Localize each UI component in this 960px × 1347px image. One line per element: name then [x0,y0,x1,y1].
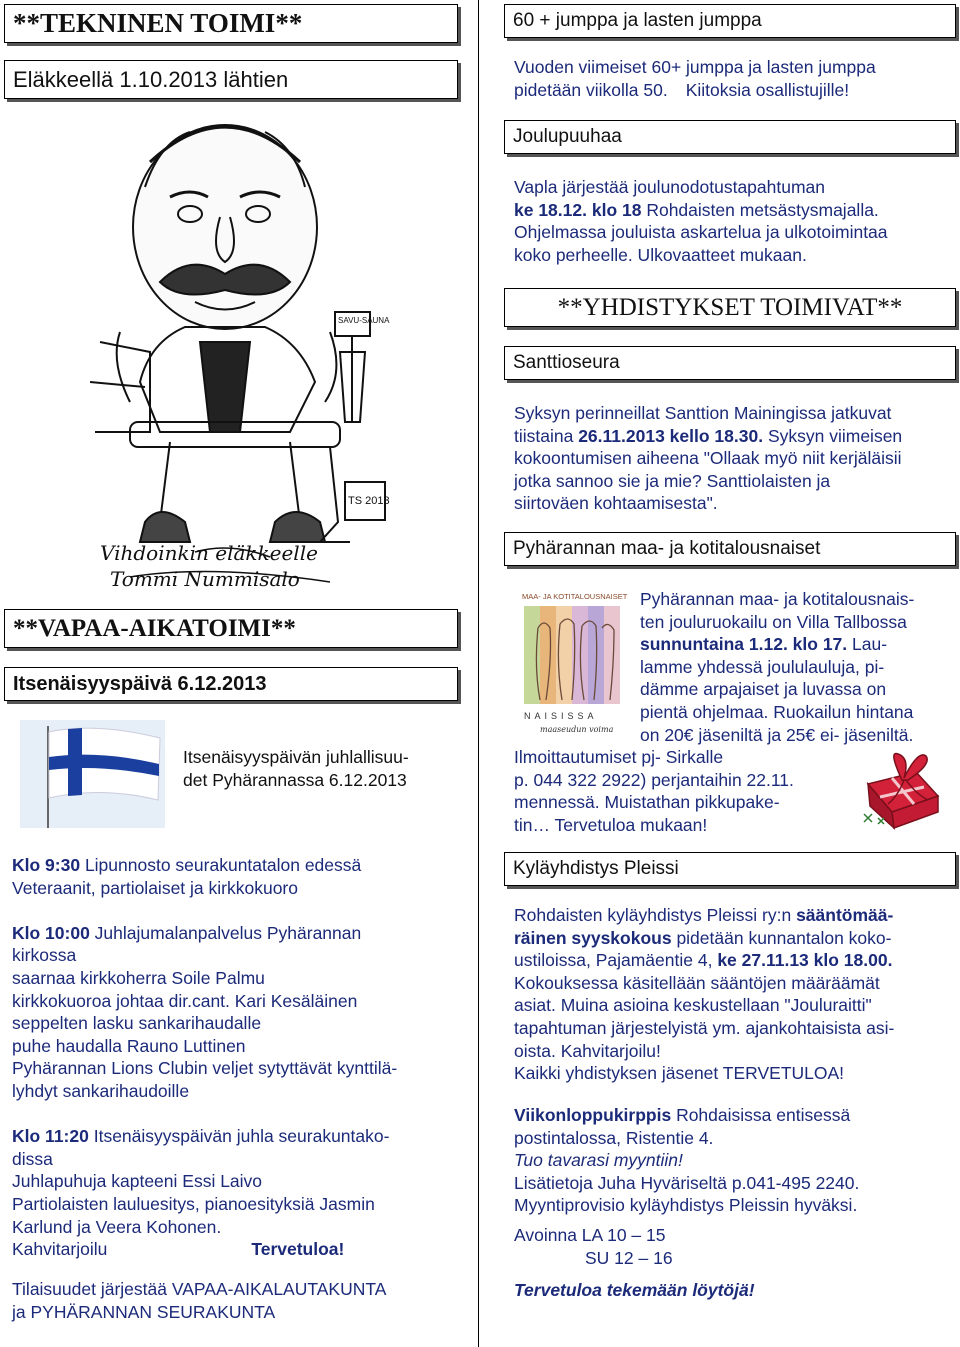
mk-line: on 20€ jäseniltä ja 25€ ei- jäseniltä. [640,724,914,745]
pleissi-header-box [504,852,956,886]
kirppis-text [514,1104,859,1217]
program-text: Karlund ja Veera Kohonen. [12,1216,222,1237]
santtio-line: Syksyn perinneillat Santtion Mainingissa jatkuvat [514,403,892,423]
jumppa-line-1: Vuoden viimeiset 60+ jumppa ja lasten jumppa [514,57,876,77]
yhdistykset-header-box [504,288,956,327]
mk-line: p. 044 322 2922) perjantaihin 22.11. [514,769,794,790]
mk-line: ten jouluruokailu on Villa Tallbossa [640,611,907,632]
mk-logo-image [516,588,628,738]
jumppa-text [514,56,876,101]
program-text: Pyhärannan Lions Clubin veljet sytyttävät kynttilä- [12,1058,398,1079]
mk-line: tin… Tervetuloa mukaan! [514,814,708,835]
signature-line-1: Vihdoinkin eläkkeelle [100,541,318,565]
finnish-flag-image [20,720,165,828]
pleissi-line: pidetään kunnantalon koko- [671,927,892,948]
program-text: Veteraanit, partiolaiset ja kirkkokuoro [12,877,298,898]
program-text: Lipunnosto seurakuntatalon edessä [80,855,362,875]
kirppis-hours-line: SU 12 – 16 [585,1247,673,1268]
pleissi-line: oista. Kahvitarjoilu! [514,1040,661,1061]
program-text: Juhlapuhuja kapteeni Essi Laivo [12,1171,263,1192]
kirppis-hours [514,1224,673,1269]
vapaa-header-box [4,609,458,648]
joulu-line: Vapla järjestää joulunodotustapahtuman [514,177,826,197]
pleissi-emphasis: räinen syyskokous [514,927,672,948]
joulu-date: ke 18.12. klo 18 [514,199,642,220]
mk-line: dämme arpajaiset ja luvassa on [640,679,887,700]
kirppis-line: Myyntiprovisio kyläyhdistys Pleissin hyväksi. [514,1195,858,1216]
itsenaisyys-header-box [4,667,458,701]
joulu-line: Rohdaisten metsästysmajalla. [641,199,879,220]
mk-line: mennessä. Muistathan pikkupake- [514,792,780,813]
program-text: seppelten lasku sankarihaudalle [12,1013,262,1034]
vapaa-header: **VAPAA-AIKATOIMI** [13,615,296,642]
joulu-header: Joulupuuhaa [513,126,622,147]
santtio-date: 26.11.2013 kello 18.30. [578,425,764,446]
mk-line: Ilmoittautumiset pj- Sirkalle [514,747,724,767]
santtio-header-box [504,346,956,380]
pleissi-text [514,904,894,1085]
program-welcome: Tervetuloa! [251,1239,345,1260]
pleissi-date: ke 27.11.13 klo 18.00. [717,950,893,971]
kirppis-line: Lisätietoja Juha Hyväriseltä p.041-495 2240. [514,1172,860,1193]
program-time-1: Klo 9:30 [12,855,81,875]
mk-line: Lau- [847,634,888,655]
kirppis-line: Rohdaisissa entisessä [671,1105,851,1125]
program-time-3: Klo 11:20 [12,1126,89,1147]
pleissi-emphasis: sääntömää- [796,905,894,925]
joulu-line: Ohjelmassa jouluista askartelua ja ulkotoimintaa [514,222,888,243]
santtio-header: Santtioseura [513,352,620,373]
pleissi-line: asiat. Muina asioina keskustellaan "Jouluraitti" [514,995,872,1016]
monogram: TS 2013 [348,495,390,507]
pleissi-line: Kokouksessa käsitellään sääntöjen määräämät [514,972,880,993]
santtio-text [514,402,902,515]
kirppis-line: postintalossa, Ristentie 4. [514,1127,714,1148]
caricature-drawing [90,102,390,602]
mk-line: pientä ohjelmaa. Ruokailun hintana [640,701,914,722]
joulu-text [514,176,888,266]
kirppis-welcome: Tervetuloa tekemään löytöjä! [514,1280,755,1300]
program-text: saarnaa kirkkoherra Soile Palmu [12,967,265,988]
jumppa-header: 60 + jumppa ja lasten jumppa [513,10,762,31]
retired-box [4,60,458,99]
program-text: kirkossa [12,945,77,966]
pleissi-line: Kaikki yhdistyksen jäsenet TERVETULOA! [514,1063,845,1084]
santtio-line: jotka sannoo sie ja mie? Santtiolaisten ja [514,470,831,491]
mk-line: Pyhärannan maa- ja kotitalousnais- [640,589,915,609]
santtio-line: tiistaina [514,425,579,446]
organizer-note [12,1278,386,1323]
tekninen-header: **TEKNINEN TOIMI** [13,8,303,38]
santtio-line: siirtoväen kohtaamisesta". [514,493,718,514]
itsenaisyys-header: Itsenäisyyspäivä 6.12.2013 [13,673,267,695]
jumppa-header-box [504,4,956,38]
santtio-line: kokoontumisen aiheena "Ollaak myö niit kerjäläisii [514,448,902,469]
flag-caption-line-1: Itsenäisyyspäivän juhlallisuu- [183,747,409,767]
mk-line: lamme yhdessä joululauluja, pi- [640,656,885,677]
joulu-line: koko perheelle. Ulkovaatteet mukaan. [514,244,807,265]
flag-caption [183,746,409,791]
mk-text-block-2 [514,746,794,836]
jumppa-line-2: pidetään viikolla 50. [514,79,668,100]
jumppa-thanks: Kiitoksia osallistujille! [685,79,850,100]
program-text: Itsenäisyyspäivän juhla seurakuntako- [88,1126,390,1147]
mk-text-block [640,588,914,746]
mk-header-box [504,532,956,566]
kirppis-title: Viikonloppukirppis [514,1105,672,1125]
joulu-header-box [504,120,956,154]
signature-line-2: Tommi Nummisalo [110,567,300,591]
program-text: kirkkokuoroa johtaa dir.cant. Kari Kesäläinen [12,990,358,1011]
pleissi-header: Kyläyhdistys Pleissi [513,858,679,879]
pleissi-line: Rohdaisten kyläyhdistys Pleissi ry:n [514,905,797,925]
tekninen-header-box [4,4,458,43]
yhdistykset-header: **YHDISTYKSET TOIMIVAT** [557,294,903,321]
sign-text: SAVU-SAUNA [338,316,390,325]
pleissi-line: ustiloissa, Pajamäentie 4, [514,950,718,971]
mk-date: sunnuntaina 1.12. klo 17. [640,634,848,655]
program-text: lyhdyt sankarihaudoille [12,1080,190,1101]
mk-logo-title: MAA- JA KOTITALOUSNAISET [522,592,628,601]
program-text: puhe haudalla Rauno Luttinen [12,1035,246,1056]
gift-icon [858,744,948,830]
program-text: Juhlajumalanpalvelus Pyhärannan [89,922,362,943]
mk-logo-sub: maaseudun voima [540,725,614,734]
kirppis-line: Tuo tavarasi myyntiin! [514,1150,683,1171]
program-text: Kahvitarjoilu [12,1239,108,1260]
program-list [12,854,397,1261]
retired-line: Eläkkeellä 1.10.2013 lähtien [13,67,289,92]
organizer-line-1: Tilaisuudet järjestää VAPAA-AIKALAUTAKUNTA [12,1279,387,1299]
program-text: dissa [12,1148,53,1169]
organizer-line-2: ja PYHÄRANNAN SEURAKUNTA [12,1301,276,1322]
kirppis-hours-line: Avoinna LA 10 – 15 [514,1225,666,1245]
mk-logo-bottom: NAISISSA [524,711,598,721]
mk-header: Pyhärannan maa- ja kotitalousnaiset [513,538,821,559]
program-time-2: Klo 10:00 [12,922,90,943]
santtio-line: Syksyn viimeisen [763,425,903,446]
column-divider [478,0,479,1347]
flag-caption-line-2: det Pyhärannassa 6.12.2013 [183,769,407,790]
program-text: Partiolaisten lauluesitys, pianoesityksiä Jasmin [12,1193,375,1214]
pleissi-line: tapahtuman järjestelyistä ym. ajankohtaisista asi- [514,1017,895,1038]
